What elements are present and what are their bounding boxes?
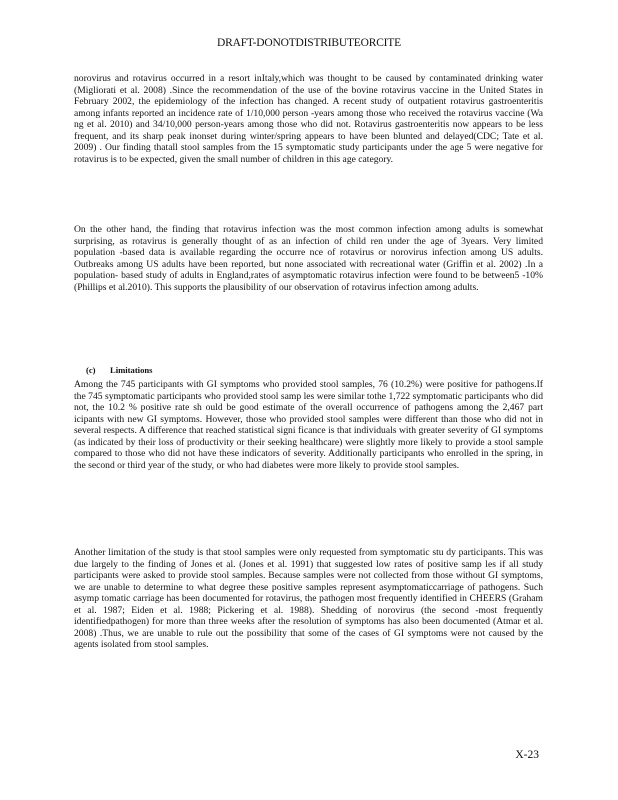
- paragraph-limitations-samples: Among the 745 participants with GI symptoms who provided stool samples, 76 (10.2%) were positive for pathogens.If the 745 symptomatic participants who provided stool samp les were similar tothe 1,722 symptomatic participants who did not, the 10.2 % positive rate sh ould be good estimate of the overall occurrence of pathogens among the 2,467 part icipants with new GI symptoms. However, those who provided stool samples were different than those who did not in several respects. A difference that reached statistical signi ficance is that individuals with greater severity of GI symptoms (as indicated by their loss of productivity or their seeking healthcare) were slightly more likely to provide a stool sample compared to those who did not have these indicators of severity. Additionally participants who enrolled in the spring, in the second or third year of the study, or who had diabetes were more likely to provide stool samples.: [74, 379, 543, 471]
- section-label: (c): [86, 365, 96, 375]
- paragraph-limitations-symptomatic: Another limitation of the study is that stool samples were only requested from symptomatic stu dy participants. This was due largely to the finding of Jones et al. (Jones et al. 1991) that suggested low rates of positive samp les if all study participants were asked to provide stool samples. Because samples were not collected from those without GI symptoms, we are unable to determine to what degree these positive samples represent asymptomaticcarriage of pathogens. Such asymp tomatic carriage has been documented for rotavirus, the pathogen most frequently identified in CHEERS (Graham et al. 1987; Eiden et al. 1988; Pickering et al. 1988). Shedding of norovirus (the second -most frequently identifiedpathogen) for more than three weeks after the resolution of symptoms has also been documented (Atmar et al. 2008) .Thus, we are unable to rule out the possibility that some of the cases of GI symptoms were not caused by the agents isolated from stool samples.: [74, 547, 543, 651]
- paragraph-adult-infection: On the other hand, the finding that rotavirus infection was the most common infection among adults is somewhat surprising, as rotavirus is generally thought of as an infection of child ren under the age of 3years. Very limited population -based data is available regarding the occurre nce of rotavirus or norovirus infection among US adults. Outbreaks among US adults have been reported, but none associated with recreational water (Griffin et al. 2002) .In a population- based study of adults in England,rates of asymptomatic rotavirus infection were found to be between5 -10% (Phillips et al.2010). This supports the plausibility of our observation of rotavirus infection among adults.: [74, 224, 543, 293]
- paragraph-rotavirus-epidemiology: norovirus and rotavirus occurred in a resort inItaly,which was thought to be caused by contaminated drinking water (Migliorati et al. 2008) .Since the recommendation of the use of the bovine rotavirus vaccine in the United States in February 2002, the epidemiology of the infection has changed. A recent study of outpatient rotavirus gastroenteritis among infants reported an incidence rate of 1/10,000 person -years among those who received the rotavirus vaccine (Wa ng et al. 2010) and 34/10,000 person-years among those who did not. Rotavirus gastroenteritis now appears to be less frequent, and its sharp peak inonset during winter/spring appears to have been blunted and delayed(CDC; Tate et al. 2009) . Our finding thatall stool samples from the 15 symptomatic study participants under the age 5 were negative for rotavirus is to be expected, given the small number of children in this age category.: [74, 73, 543, 165]
- section-heading: [86, 365, 153, 375]
- section-title: Limitations: [110, 365, 153, 375]
- draft-header: DRAFT-DONOTDISTRIBUTEORCITE: [217, 37, 401, 49]
- page-number: X-23: [515, 749, 539, 761]
